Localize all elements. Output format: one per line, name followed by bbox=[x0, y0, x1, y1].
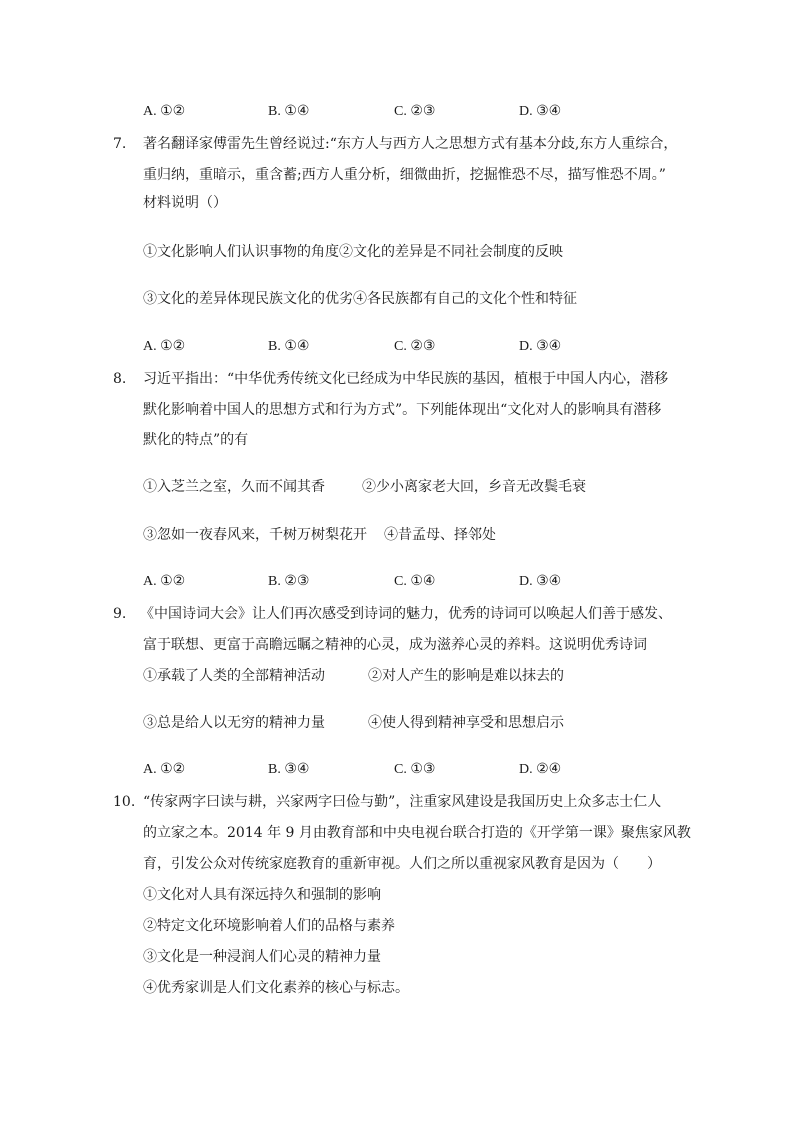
q7-stem-line-1: 著名翻译家傅雷先生曾经说过:“东方人与西方人之思想方式有基本分歧,东方人重综合， bbox=[143, 136, 678, 152]
q10-item-1: ①文化对人具有深远持久和强制的影响 bbox=[143, 887, 381, 903]
q10-number: 10. bbox=[113, 794, 136, 810]
q10-stem-line-1: “传家两字曰读与耕，兴家两字曰俭与勤”，注重家风建设是我国历史上众多志士仁人 bbox=[143, 794, 662, 810]
top-option-b: B. ①④ bbox=[268, 104, 310, 119]
q9-item-4: ④使人得到精神享受和思想启示 bbox=[368, 715, 564, 731]
q7-number: 7. bbox=[113, 136, 127, 152]
q9-stem-line-2: 富于联想、更富于高瞻远瞩之精神的心灵，成为滋养心灵的养料。这说明优秀诗词 bbox=[143, 637, 647, 653]
q8-item-3: ③忽如一夜春风来，千树万树梨花开 bbox=[143, 527, 367, 543]
q8-option-c: C. ①④ bbox=[394, 574, 436, 589]
q8-item-2: ②少小离家老大回，乡音无改鬓毛衰 bbox=[362, 479, 586, 495]
q8-stem-line-2: 默化影响着中国人的思想方式和行为方式”。下列能体现出“文化对人的影响具有潜移 bbox=[143, 402, 662, 418]
q9-option-d: D. ②④ bbox=[519, 762, 562, 777]
q9-option-b: B. ③④ bbox=[268, 762, 310, 777]
q7-option-b: B. ①④ bbox=[268, 339, 310, 354]
q8-stem-line-3: 默化的特点”的有 bbox=[143, 432, 249, 448]
q7-option-d: D. ③④ bbox=[519, 339, 562, 354]
q9-stem-line-1: 《中国诗词大会》让人们再次感受到诗词的魅力，优秀的诗词可以唤起人们善于感发、 bbox=[140, 606, 672, 622]
q7-option-a: A. ①② bbox=[143, 339, 186, 354]
q9-item-1: ①承载了人类的全部精神活动 bbox=[143, 668, 325, 684]
q9-number: 9. bbox=[113, 606, 127, 622]
q9-option-a: A. ①② bbox=[143, 762, 186, 777]
q10-item-4: ④优秀家训是人们文化素养的核心与标志。 bbox=[143, 980, 409, 996]
q10-stem-line-2: 的立家之本。2014 年 9 月由教育部和中央电视台联合打造的《开学第一课》聚焦家风教 bbox=[143, 825, 691, 841]
q8-option-a: A. ①② bbox=[143, 574, 186, 589]
q8-stem-line-1: 习近平指出：“中华优秀传统文化已经成为中华民族的基因，植根于中国人内心，潜移 bbox=[143, 371, 669, 387]
q7-stem-line-3: 材料说明（） bbox=[143, 195, 227, 211]
q10-item-3: ③文化是一种浸润人们心灵的精神力量 bbox=[143, 949, 381, 965]
q8-option-b: B. ②③ bbox=[268, 574, 310, 589]
q9-item-3: ③总是给人以无穷的精神力量 bbox=[143, 715, 325, 731]
q8-option-d: D. ③④ bbox=[519, 574, 562, 589]
q7-items-line-1: ①文化影响人们认识事物的角度②文化的差异是不同社会制度的反映 bbox=[143, 244, 563, 260]
q10-item-2: ②特定文化环境影响着人们的品格与素养 bbox=[143, 918, 395, 934]
q9-item-2: ②对人产生的影响是难以抹去的 bbox=[368, 668, 564, 684]
q8-item-1: ①入芝兰之室，久而不闻其香 bbox=[143, 479, 325, 495]
top-option-c: C. ②③ bbox=[394, 104, 436, 119]
q10-stem-line-3: 育，引发公众对传统家庭教育的重新审视。人们之所以重视家风教育是因为（ ） bbox=[143, 856, 661, 872]
q7-stem-line-2: 重归纳，重暗示，重含蓄;西方人重分析，细微曲折，挖掘惟恐不尽，描写惟恐不周。” bbox=[143, 167, 666, 183]
top-option-a: A. ①② bbox=[143, 104, 186, 119]
q9-option-c: C. ①③ bbox=[394, 762, 436, 777]
q8-number: 8. bbox=[113, 371, 127, 387]
q7-option-c: C. ②③ bbox=[394, 339, 436, 354]
q7-items-line-2: ③文化的差异体现民族文化的优劣④各民族都有自己的文化个性和特征 bbox=[143, 291, 577, 307]
q8-item-4: ④昔孟母、择邻处 bbox=[384, 527, 496, 543]
top-option-d: D. ③④ bbox=[519, 104, 562, 119]
